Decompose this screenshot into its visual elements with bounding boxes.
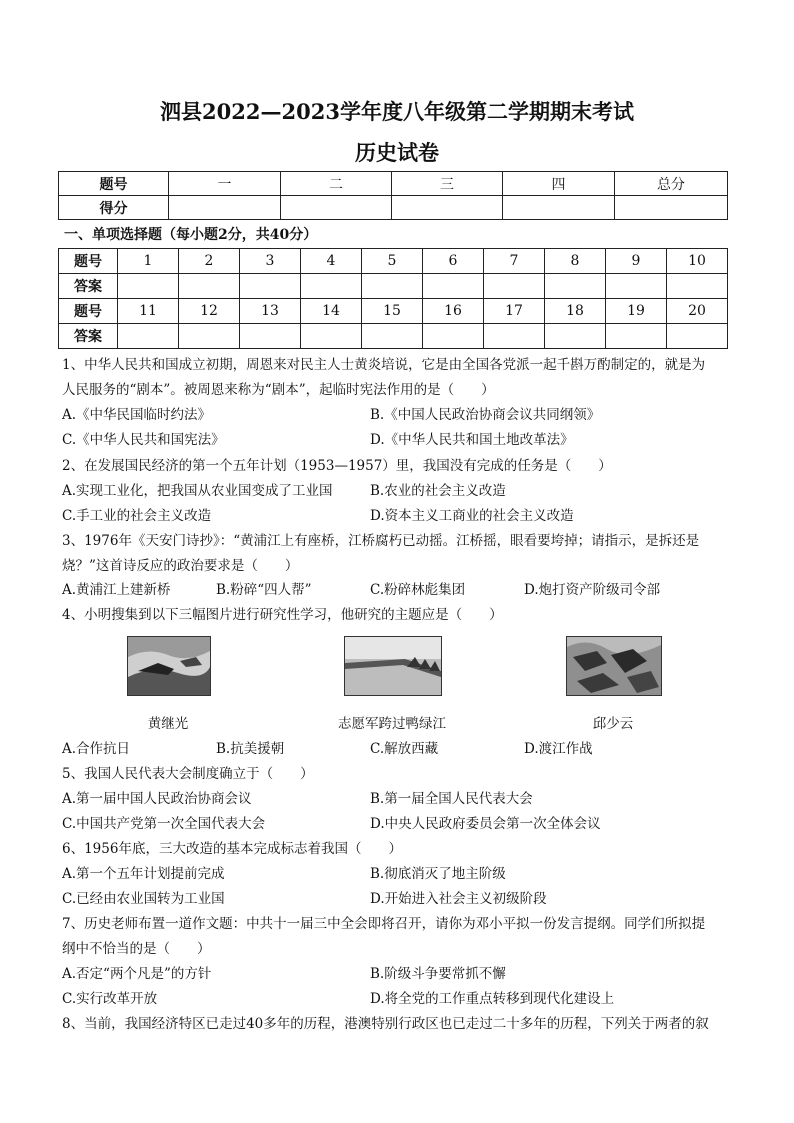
question-3-stem-cont: 烧？”这首诗反应的政治要求是（ ） xyxy=(62,558,299,574)
q3-option-c[interactable]: C.粉碎林彪集团 xyxy=(370,582,466,598)
answer-cell[interactable] xyxy=(118,324,179,349)
q7-option-a[interactable]: A.否定“两个凡是”的方针 xyxy=(62,966,212,982)
question-5-stem: 5、我国人民代表大会制度确立于（ ） xyxy=(62,766,314,782)
answer-cell[interactable] xyxy=(484,274,545,299)
answer-cell[interactable] xyxy=(484,324,545,349)
q7-option-d[interactable]: D.将全党的工作重点转移到现代化建设上 xyxy=(370,991,615,1007)
score-input-cell[interactable] xyxy=(615,196,728,220)
question-number-cell: 15 xyxy=(362,299,423,324)
answer-cell[interactable] xyxy=(179,274,240,299)
score-header-cell: 三 xyxy=(392,172,503,196)
answer-cell[interactable] xyxy=(362,324,423,349)
score-header-cell: 一 xyxy=(169,172,281,196)
q3-option-d[interactable]: D.炮打资产阶级司令部 xyxy=(524,582,661,598)
question-number-cell: 4 xyxy=(301,249,362,274)
question-4-stem: 4、小明搜集到以下三幅图片进行研究性学习，他研究的主题应是（ ） xyxy=(62,607,503,623)
question-1-stem-cont: 人民服务的“剧本”。被周恩来称为“剧本”，起临时宪法作用的是（ ） xyxy=(62,382,495,398)
answer-cell[interactable] xyxy=(118,274,179,299)
answer-row-label: 题号 xyxy=(59,249,118,274)
question-number-cell: 5 xyxy=(362,249,423,274)
photo-caption: 黄继光 xyxy=(147,716,189,732)
question-number-cell: 7 xyxy=(484,249,545,274)
huang-jiguang-photo xyxy=(127,636,211,696)
answer-input-row xyxy=(59,274,728,299)
answer-cell[interactable] xyxy=(423,324,484,349)
question-number-cell: 12 xyxy=(179,299,240,324)
q5-option-b[interactable]: B.第一届全国人民代表大会 xyxy=(370,791,533,807)
q6-option-a[interactable]: A.第一个五年计划提前完成 xyxy=(62,866,225,882)
exam-title: 泗县2022—2023学年度八年级第二学期期末考试 xyxy=(160,99,634,124)
answer-cell[interactable] xyxy=(667,324,728,349)
question-number-cell: 20 xyxy=(667,299,728,324)
answer-cell[interactable] xyxy=(362,274,423,299)
question-8-stem: 8、当前，我国经济特区已走过40多年的历程，港澳特别行政区也已走过二十多年的历程，下列关于两者的叙 xyxy=(62,1016,709,1032)
q7-option-c[interactable]: C.实行改革开放 xyxy=(62,991,158,1007)
answer-table xyxy=(58,248,728,349)
question-6-stem: 6、1956年底，三大改造的基本完成标志着我国（ ） xyxy=(62,841,402,857)
score-input-cell[interactable] xyxy=(169,196,281,220)
answer-row-label: 题号 xyxy=(59,299,118,324)
score-table-score-row xyxy=(59,196,728,220)
question-number-cell: 17 xyxy=(484,299,545,324)
q6-option-c[interactable]: C.已经由农业国转为工业国 xyxy=(62,891,225,907)
score-input-cell[interactable] xyxy=(503,196,615,220)
photo-caption: 志愿军跨过鸭绿江 xyxy=(338,716,446,732)
question-number-cell: 1 xyxy=(118,249,179,274)
question-number-cell: 10 xyxy=(667,249,728,274)
question-number-cell: 11 xyxy=(118,299,179,324)
answer-number-row xyxy=(59,299,728,324)
qiu-shaoyun-photo xyxy=(566,636,662,696)
q5-option-d[interactable]: D.中央人民政府委员会第一次全体会议 xyxy=(370,816,601,832)
q3-option-b[interactable]: B.粉碎“四人帮” xyxy=(216,582,312,598)
q4-option-b[interactable]: B.抗美援朝 xyxy=(216,741,285,757)
question-number-cell: 2 xyxy=(179,249,240,274)
answer-number-row xyxy=(59,249,728,274)
question-number-cell: 18 xyxy=(545,299,606,324)
answer-cell[interactable] xyxy=(606,274,667,299)
q2-option-c[interactable]: C.手工业的社会主义改造 xyxy=(62,508,212,524)
question-2-stem: 2、在发展国民经济的第一个五年计划（1953—1957）里，我国没有完成的任务是（ ） xyxy=(62,458,612,474)
answer-input-row xyxy=(59,324,728,349)
answer-cell[interactable] xyxy=(423,274,484,299)
q1-option-d[interactable]: D.《中华人民共和国土地改革法》 xyxy=(370,432,574,448)
question-3-stem: 3、1976年《天安门诗抄》：“黄浦江上有座桥，江桥腐朽已动摇。江桥摇，眼看要垮掉；请指示，是拆还是 xyxy=(62,533,700,549)
answer-cell[interactable] xyxy=(545,324,606,349)
question-number-cell: 8 xyxy=(545,249,606,274)
q2-option-d[interactable]: D.资本主义工商业的社会主义改造 xyxy=(370,508,574,524)
score-input-cell[interactable] xyxy=(392,196,503,220)
question-number-cell: 3 xyxy=(240,249,301,274)
score-header-cell: 四 xyxy=(503,172,615,196)
question-7-stem-cont: 纲中不恰当的是（ ） xyxy=(62,941,211,957)
answer-cell[interactable] xyxy=(301,274,362,299)
exam-subtitle: 历史试卷 xyxy=(355,140,439,165)
q5-option-a[interactable]: A.第一届中国人民政治协商会议 xyxy=(62,791,252,807)
question-number-cell: 9 xyxy=(606,249,667,274)
answer-cell[interactable] xyxy=(667,274,728,299)
score-table-header-row xyxy=(59,172,728,196)
section-title: 一、单项选择题（每小题2分，共40分） xyxy=(64,227,318,243)
score-header-cell: 题号 xyxy=(59,172,169,196)
answer-cell[interactable] xyxy=(240,324,301,349)
question-number-cell: 16 xyxy=(423,299,484,324)
score-table xyxy=(58,171,728,220)
answer-cell[interactable] xyxy=(240,274,301,299)
q4-option-a[interactable]: A.合作抗日 xyxy=(62,741,131,757)
answer-cell[interactable] xyxy=(545,274,606,299)
question-number-cell: 6 xyxy=(423,249,484,274)
question-number-cell: 14 xyxy=(301,299,362,324)
answer-cell[interactable] xyxy=(179,324,240,349)
q2-option-b[interactable]: B.农业的社会主义改造 xyxy=(370,483,506,499)
q1-option-b[interactable]: B.《中国人民政治协商会议共同纲领》 xyxy=(370,407,601,423)
q1-option-c[interactable]: C.《中华人民共和国宪法》 xyxy=(62,432,225,448)
q6-option-d[interactable]: D.开始进入社会主义初级阶段 xyxy=(370,891,547,907)
score-header-cell: 总分 xyxy=(615,172,728,196)
q2-option-a[interactable]: A.实现工业化，把我国从农业国变成了工业国 xyxy=(62,483,333,499)
q1-option-a[interactable]: A.《中华民国临时约法》 xyxy=(62,407,212,423)
photo-caption: 邱少云 xyxy=(592,716,634,732)
answer-cell[interactable] xyxy=(606,324,667,349)
answer-row-label: 答案 xyxy=(59,324,118,349)
question-number-cell: 19 xyxy=(606,299,667,324)
question-number-cell: 13 xyxy=(240,299,301,324)
q6-option-b[interactable]: B.彻底消灭了地主阶级 xyxy=(370,866,506,882)
score-input-cell[interactable] xyxy=(281,196,392,220)
score-row-label: 得分 xyxy=(59,196,169,220)
q3-option-a[interactable]: A.黄浦江上建新桥 xyxy=(62,582,171,598)
q5-option-c[interactable]: C.中国共产党第一次全国代表大会 xyxy=(62,816,266,832)
q4-option-d[interactable]: D.渡江作战 xyxy=(524,741,593,757)
crossing-yalu-river-photo xyxy=(344,636,442,696)
question-7-stem: 7、历史老师布置一道作文题：中共十一届三中全会即将召开，请你为邓小平拟一份发言提纲。同学们所拟提 xyxy=(62,916,706,932)
answer-row-label: 答案 xyxy=(59,274,118,299)
score-header-cell: 二 xyxy=(281,172,392,196)
q4-option-c[interactable]: C.解放西藏 xyxy=(370,741,439,757)
question-1-stem: 1、中华人民共和国成立初期，周恩来对民主人士黄炎培说，它是由全国各党派一起千斟万酌制定的，就是为 xyxy=(62,357,706,373)
q7-option-b[interactable]: B.阶级斗争要常抓不懈 xyxy=(370,966,506,982)
answer-cell[interactable] xyxy=(301,324,362,349)
